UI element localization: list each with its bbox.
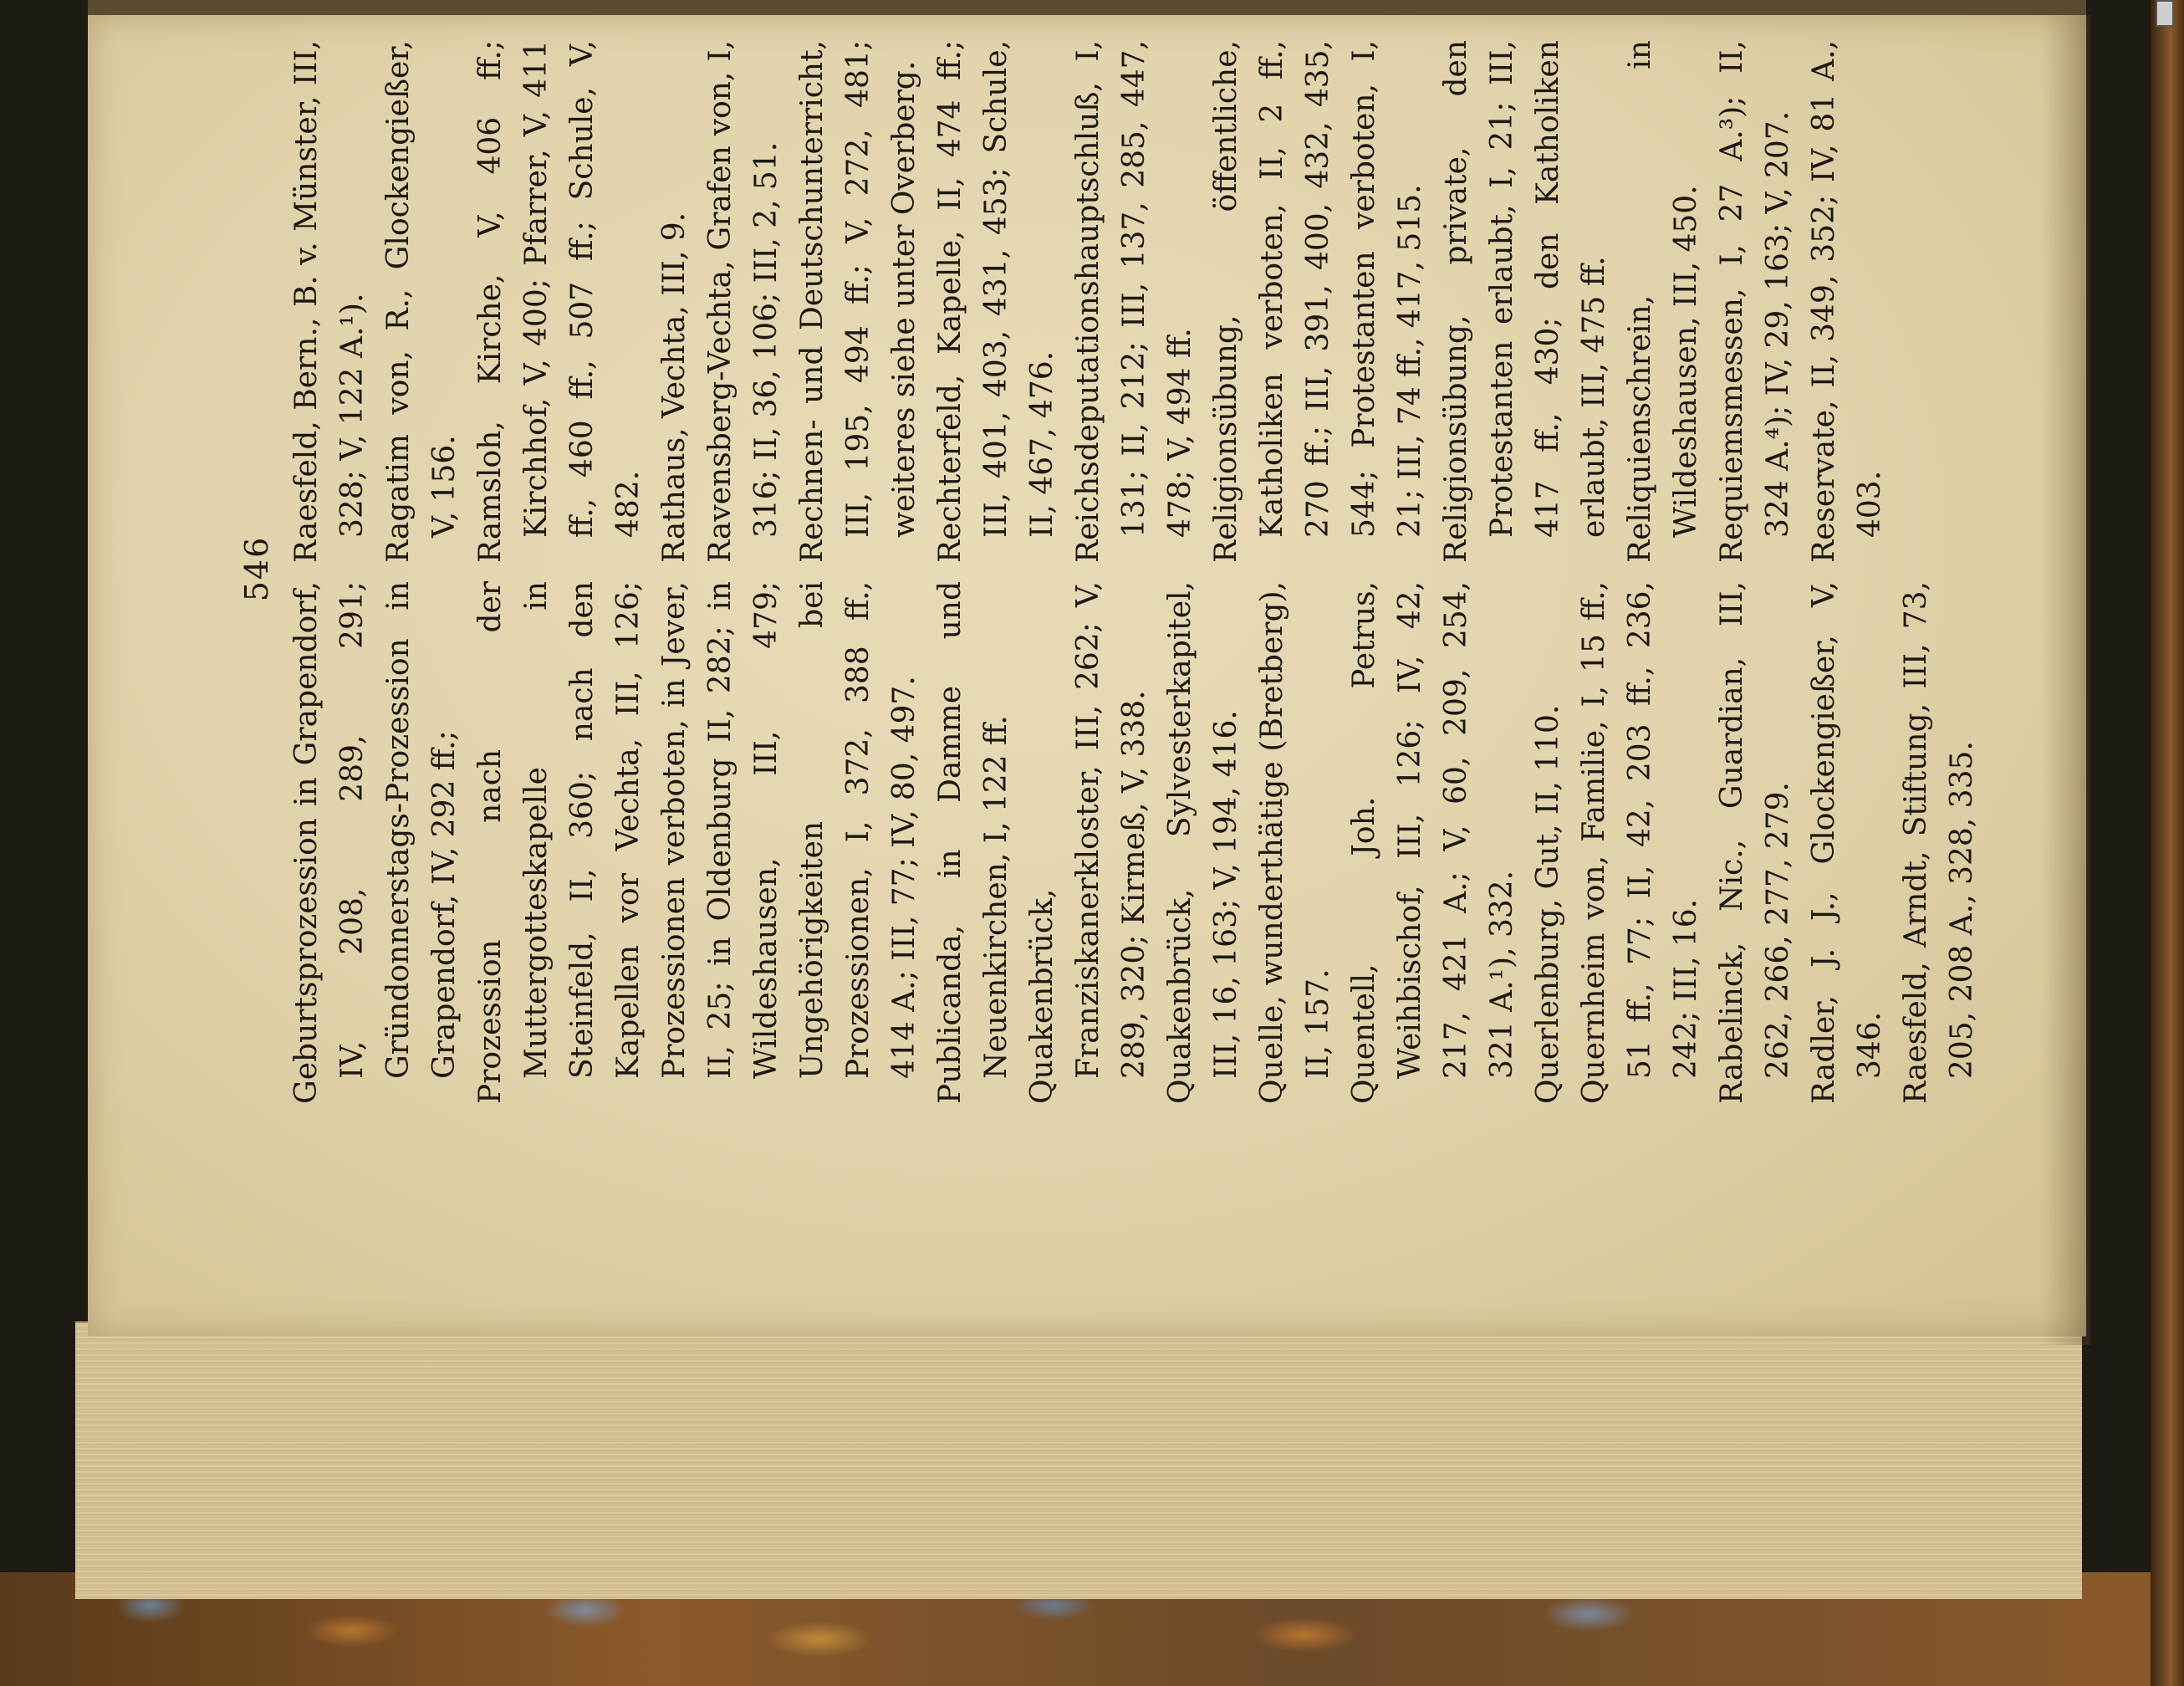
gutter-shadow bbox=[2040, 15, 2090, 1345]
index-entry: Ramsloh, Kirche, V, 406 ff.; Kirchhof, V, 400; Pfarrer, V, 411 ff., 460 ff., 507 ff.; Schule, V, 482. bbox=[473, 40, 646, 563]
index-entry: Quakenbrück, Franziskanerkloster, III, 262; V, 289, 320; Kirmeß, V, 338. bbox=[1025, 581, 1151, 1104]
index-entry: Prozession nach der Muttergotteskapelle in Steinfeld, II, 360; nach den Kapellen vor Vechta, III, 126; Prozessionen verboten, in Jever, II, 25; in Oldenburg II, 282; in Wildeshausen, III, 479; Ungehörigkeiten bei Prozessionen, I, 372, 388 ff., 414 A.; III, 77; IV, 80, 497. bbox=[473, 581, 921, 1104]
index-entry: Quernheim von, Familie, I, 15 ff., 51 ff., 77; II, 42, 203 ff., 236, 242; III, 16. bbox=[1577, 581, 1703, 1104]
index-entry: Quakenbrück, Sylvesterkapitel, III, 16, 163; V, 194, 416. bbox=[1163, 581, 1243, 1104]
index-entry: Quentell, Joh. Petrus, Weihbischof, III, 126; IV, 42, 217, 421 A.; V, 60, 209, 254, 321 A.¹), 332. bbox=[1347, 581, 1519, 1104]
index-entry: Ravensberg-Vechta, Grafen von, I, 316; II, 36, 106; III, 2, 51. bbox=[703, 40, 783, 563]
index-entry: Rechterfeld, Kapelle, II, 474 ff.; III, 401, 403, 431, 453; Schule, II, 467, 476. bbox=[933, 40, 1059, 563]
index-entry: Rathaus, Vechta, III, 9. bbox=[657, 212, 691, 563]
index-text-block bbox=[238, 33, 1979, 1104]
index-entry: Radler, J. J., Glockengießer, V, 346. bbox=[1807, 581, 1887, 1104]
index-entry: Rabelinck, Nic., Guardian, III, 262, 266, 277, 279. bbox=[1715, 581, 1795, 1104]
page-number: 546 bbox=[238, 535, 275, 602]
left-column bbox=[283, 581, 1985, 1104]
book-cover-edge bbox=[2151, 0, 2184, 1686]
index-entry: Raesfeld, Arndt, Stiftung, III, 73, 205, 208 A., 328, 335. bbox=[1899, 581, 1979, 1104]
index-entry: Reservate, II, 349, 352; IV, 81 A., 403. bbox=[1807, 40, 1887, 563]
index-entry: Religionsübung, öffentliche, Katholiken verboten, II, 2 ff., 270 ff.; III, 391, 400, 432, 435, 544; Protestanten verboten, I, 21; III, 74 ff., 417, 515. bbox=[1209, 40, 1427, 563]
index-entry: Rechnen- und Deutschunterricht, III, 195, 494 ff.; V, 272, 481; weiteres siehe unter Overberg. bbox=[795, 40, 921, 563]
paper-clip bbox=[2156, 0, 2174, 27]
index-entry: Geburtsprozession in Grapendorf, IV, 208, 289, 291; Gründonnerstags-Prozession in Grapendorf, IV, 292 ff.; bbox=[289, 581, 462, 1104]
binding-edge bbox=[88, 0, 2086, 15]
index-entry: Reliquienschrein, in Wildeshausen, III, 450. bbox=[1623, 40, 1703, 563]
index-entry: Raesfeld, Bern., B. v. Münster, III, 328; V, 122 A.¹). bbox=[289, 40, 370, 563]
right-column bbox=[283, 40, 1985, 563]
index-entry: Ragatim von, R., Glockengießer, V, 156. bbox=[381, 40, 462, 563]
index-entry: Reichsdeputationshauptschluß, I, 131; II, 212; III, 137, 285, 447, 478; V, 494 ff. bbox=[1071, 40, 1197, 563]
index-entry: Requiemsmessen, I, 27 A.³); II, 324 A.⁴); IV, 29, 163; V, 207. bbox=[1715, 40, 1795, 563]
page-edges bbox=[75, 1321, 2082, 1599]
index-entry: Querlenburg, Gut, II, 110. bbox=[1531, 704, 1565, 1104]
index-entry: Publicanda, in Damme und Neuenkirchen, I, 122 ff. bbox=[933, 581, 1013, 1104]
index-entry: Religionsübung, private, den Protestanten erlaubt, I, 21; III, 417 ff., 430; den Katholiken erlaubt, III, 475 ff. bbox=[1439, 40, 1611, 563]
index-entry: Quelle, wunderthätige (Bretberg), II, 157. bbox=[1255, 581, 1335, 1104]
